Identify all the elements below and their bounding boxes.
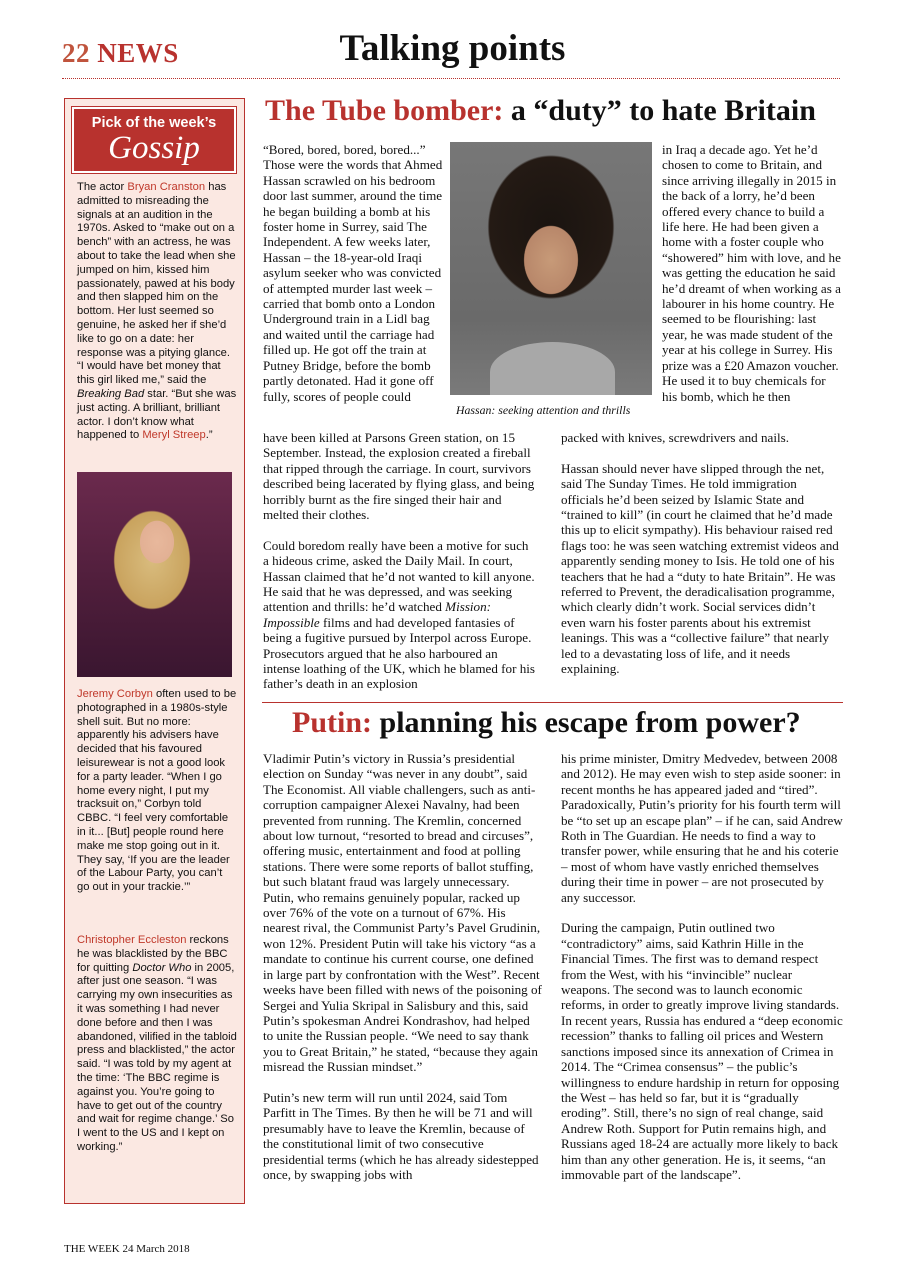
- person-name: Bryan Cranston: [127, 181, 206, 193]
- gossip-text: The actor: [77, 181, 128, 193]
- article1-col2-wide: [561, 430, 841, 692]
- article2-col1: [263, 751, 543, 1198]
- page-footer: THE WEEK 24 March 2018: [64, 1243, 190, 1255]
- article-divider: [262, 702, 843, 703]
- article1-col1-narrow: “Bored, bored, bored, bored...” Those were the words that Ahmed Hassan scrawled on his bedroom door last summer, around the time he began building a bomb at his foster home in Surrey, said The Independent. A few weeks later, Hassan – the 18-year-old Iraqi asylum seeker who was convicted of attempted murder last week – carried that bomb onto a London Underground train in a Lidl bag and waited until the carriage had filled up. He got off the train at Putney Bridge, before the bomb partly detonated. Had it gone off fully, scores of people could: [263, 142, 443, 404]
- gossip-text: in 2005, after just one season. “I was carrying my own insecurities as it was something I had never done before and then I was abandoned, vilified in the tabloid press and blacklisted,” the actor said. “I was told by my agent at the time: ‘The BBC regime is against you. You’re going to have to get out of the country and wait for regime change.’ So I went to the US and I kept on working.”: [77, 961, 237, 1153]
- gossip-text: has admitted to misreading the signals at an audition in the 1970s. Asked to “make out on a bench” with an actress, he was about to take the lead when she jumped on him, kissed him passionately, pawed at his body and then slapped him on the bottom. Her lust seemed so genuine, he asked her if she’d like to go on a date: her response was a pitying glance. “I would have bet money that this girl liked me,” said the: [77, 181, 236, 387]
- hassan-photo: [450, 142, 652, 395]
- show-title: Breaking Bad: [77, 387, 145, 400]
- film-title: Mission: Impossible: [263, 599, 491, 630]
- page-title: Talking points: [339, 28, 566, 69]
- article2-col2: [561, 751, 843, 1198]
- headline-rest: a “duty” to hate Britain: [503, 94, 816, 127]
- gossip-label-word: Gossip: [108, 130, 200, 166]
- gossip-item-cranston: [77, 181, 237, 443]
- paragraph: have been killed at Parsons Green station, on 15 September. Instead, the explosion created a fireball that ripped through the carriage. In court, survivors described being lacerated by flying glass, and being horribly burnt as the fire singed their hair and melted their clothes.: [263, 430, 535, 523]
- paragraph-text: Could boredom really have been a motive for such a hideous crime, asked the Daily Mail. In court, Hassan claimed that he’d not wanted to kill anyone. He said that he was depressed, and was seeking attention and thrills: he’d watched: [263, 537, 535, 615]
- gossip-item-corbyn: [77, 688, 237, 895]
- headline-rest: planning his escape from power?: [372, 706, 801, 739]
- paragraph: Putin’s new term will run until 2024, said Tom Parfitt in The Times. By then he will be 71 and will presumably have to leave the Kremlin, because of the constitutional limit of two consecutive presidential terms (which he has already sidestepped once, by swapping jobs with: [263, 1089, 539, 1182]
- header-divider: [62, 78, 840, 79]
- paragraph: his prime minister, Dmitry Medvedev, between 2008 and 2012). He may even wish to step aside sooner: in recent months he has appeared jaded and “tired”. Paradoxically, Putin’s priority for his fourth term will be “to set up an escape plan” – if he can, said Andrew Roth in The Guardian. He needs to find a way to transfer power, while ensuring that he and his coterie – most of whom have vastly enriched themselves during their time in power – are not prosecuted by any successor.: [561, 751, 843, 905]
- show-title: Doctor Who: [132, 961, 192, 974]
- photo-caption: Hassan: seeking attention and thrills: [456, 403, 631, 417]
- article-headline-putin: [292, 706, 801, 740]
- person-name: Meryl Streep: [142, 429, 206, 442]
- person-name: Christopher Eccleston: [77, 934, 187, 946]
- headline-red: Putin:: [292, 706, 373, 739]
- page-number: 22: [62, 38, 90, 68]
- gossip-item-eccleston: [77, 934, 237, 1155]
- paragraph-text: films and had developed fantasies of being a fugitive pursued by Interpol across Europe. Prosecutors argued that he also harboured an intense loathing of the UK, which he blamed for his father’s death in an explosion: [263, 614, 535, 692]
- gossip-label-top: Pick of the week’s: [91, 115, 217, 131]
- article-headline-tube-bomber: [265, 94, 816, 128]
- gossip-text: reckons he was blacklisted by the BBC for quitting: [77, 934, 229, 974]
- paragraph: packed with knives, screwdrivers and nails.: [561, 430, 789, 445]
- gossip-text: .”: [205, 429, 213, 442]
- paragraph: Hassan should never have slipped through the net, said The Sunday Times. He told immigration officials he’d been seized by Islamic State and “trained to kill” (in court he claimed that he’d made this up to elicit sympathy). His behaviour raised red flags too: he was seen watching extremist videos and apparently sending money to Isis. He told one of his teachers that he had a “duty to hate Britain”. He was referred to Prevent, the deradicalisation programme, which clearly didn’t work. Social services didn’t even warn his foster parents about his extremist leanings. This was a “collective failure” that nearly led to a devastating loss of life, and it needs explaining.: [561, 460, 839, 677]
- person-name: Jeremy Corbyn: [77, 688, 153, 700]
- gossip-text: often used to be photographed in a 1980s-style shell suit. But no more: apparently his advisers have decided that his favoured leisurewear is not a good look for a party leader. “When I go home every night, I put my tracksuit on,” Corbyn told CBBC. “I feel very comfortable in it... [But] people round here make me stop going out in it. They say, ‘If you are the leader of the Labour Party, you can’t go out in your trackie.’”: [77, 688, 237, 894]
- headline-red: The Tube bomber:: [265, 94, 504, 127]
- meryl-streep-photo: [77, 472, 232, 677]
- gossip-text: star. “But she was just acting. A brilliant, brilliant actor. I don’t know what happened to: [77, 387, 237, 442]
- article1-col2-narrow: in Iraq a decade ago. Yet he’d chosen to come to Britain, and since arriving illegally in 2015 in the back of a lorry, he’d been offered every chance to build a life here. He had been given a home with a foster couple who “showered” him with love, and he was getting the education he said he’d dreamt of when working as a labourer in his home country. He seemed to be flourishing: last year, he was made student of the year at his college in Surrey. His prize was a £20 Amazon voucher. He used it to buy chemicals for his bomb, which he then: [662, 142, 841, 404]
- article1-col1-wide: [263, 430, 535, 707]
- paragraph: During the campaign, Putin outlined two “contradictory” aims, said Kathrin Hille in the Financial Times. The first was to demand respect from the West, with his “invincible” nuclear weapons. The second was to launch economic reforms, in order to greatly improve living standards. In recent years, Russia has endured a “deep economic recession” thanks to falling oil prices and Western sanctions imposed since its annexation of Crimea in 2014. The “Crimea consensus” – the public’s willingness to endure hardship in return for opposing the West – has held so far, but it is “gradually eroding”. Still, there’s no sign of real change, said Andrew Roth. Support for Putin remains high, and Russians aged 18-24 are actually more likely to back him than any other generation. He is, it seems, “an immovable part of the landscape”.: [561, 920, 843, 1182]
- section-label: NEWS: [97, 38, 179, 68]
- gossip-label-box: [72, 107, 236, 173]
- paragraph: [263, 538, 535, 692]
- paragraph: Vladimir Putin’s victory in Russia’s presidential election on Sunday “was never in any doubt”, said The Economist. All viable challengers, such as anti-corruption campaigner Alexei Navalny, had been prevented from running. The Kremlin, concerned about low turnout, “resorted to bread and circuses”, offering music, entertainment and food at polling stations. There were some reports of ballot stuffing, but such blatant fraud was largely unnecessary. Putin, who remains genuinely popular, racked up over 76% of the vote on a turnout of 67%. His nearest rival, the Communist Party’s Pavel Grudinin, won 12%. President Putin will take his victory “as a mandate to continue his current course, one defined in large part by confrontation with the West”. Recent weeks have been filled with news of the poisoning of Sergei and Yulia Skripal in Salisbury and this, said Putin’s spokesman Andrei Kondrashov, had helped to unite the Russian people. “We need to say thank you to Great Britain,” he stated, “because they again misread the Russian mindset.”: [263, 751, 542, 1075]
